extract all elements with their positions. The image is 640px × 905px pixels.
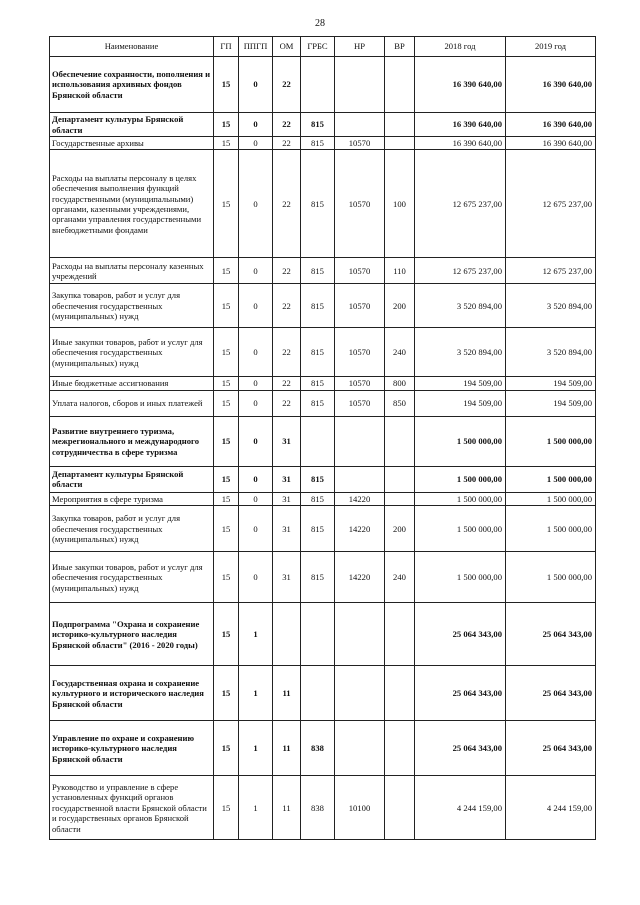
table-row	[50, 328, 596, 377]
cell-name: Закупка товаров, работ и услуг для обеспечения государственных (муниципальных) нужд	[50, 284, 214, 328]
cell-amount-2019: 1 500 000,00	[506, 416, 596, 466]
cell-nr	[335, 603, 385, 666]
table-row	[50, 284, 596, 328]
cell-gp: 15	[214, 666, 239, 721]
cell-vr	[385, 113, 415, 137]
cell-amount-2019: 16 390 640,00	[506, 113, 596, 137]
cell-amount-2019: 194 509,00	[506, 377, 596, 390]
cell-grbs: 815	[301, 552, 335, 603]
cell-amount-2018: 16 390 640,00	[415, 57, 506, 113]
cell-name: Мероприятия в сфере туризма	[50, 492, 214, 505]
cell-name: Департамент культуры Брянской области	[50, 466, 214, 492]
table-row	[50, 390, 596, 416]
cell-amount-2018: 25 064 343,00	[415, 603, 506, 666]
table-row	[50, 666, 596, 721]
cell-grbs: 815	[301, 284, 335, 328]
cell-name: Иные бюджетные ассигнования	[50, 377, 214, 390]
cell-gp: 15	[214, 150, 239, 258]
cell-gp: 15	[214, 776, 239, 840]
cell-amount-2019: 1 500 000,00	[506, 506, 596, 552]
cell-nr: 10570	[335, 137, 385, 150]
cell-om: 22	[273, 377, 301, 390]
cell-vr	[385, 666, 415, 721]
cell-vr: 200	[385, 506, 415, 552]
cell-vr	[385, 137, 415, 150]
cell-amount-2019: 3 520 894,00	[506, 328, 596, 377]
cell-vr	[385, 416, 415, 466]
cell-gp: 15	[214, 377, 239, 390]
cell-ppgp: 0	[239, 466, 273, 492]
header-nr: НР	[335, 37, 385, 57]
cell-nr: 10570	[335, 150, 385, 258]
cell-ppgp: 0	[239, 137, 273, 150]
cell-nr	[335, 721, 385, 776]
cell-name: Иные закупки товаров, работ и услуг для обеспечения государственных (муниципальных) нужд	[50, 552, 214, 603]
cell-amount-2018: 25 064 343,00	[415, 666, 506, 721]
cell-ppgp: 1	[239, 603, 273, 666]
cell-gp: 15	[214, 137, 239, 150]
cell-ppgp: 0	[239, 328, 273, 377]
cell-nr: 10570	[335, 390, 385, 416]
cell-name: Развитие внутреннего туризма, межрегионального и международного сотрудничества в сфере туризма	[50, 416, 214, 466]
cell-om: 31	[273, 492, 301, 505]
cell-nr: 10570	[335, 377, 385, 390]
table-row	[50, 721, 596, 776]
cell-grbs: 838	[301, 721, 335, 776]
cell-ppgp: 1	[239, 666, 273, 721]
header-row	[50, 37, 596, 57]
cell-name: Закупка товаров, работ и услуг для обеспечения государственных (муниципальных) нужд	[50, 506, 214, 552]
cell-gp: 15	[214, 552, 239, 603]
cell-vr	[385, 466, 415, 492]
cell-vr: 240	[385, 552, 415, 603]
table-row	[50, 776, 596, 840]
cell-amount-2018: 12 675 237,00	[415, 258, 506, 284]
cell-gp: 15	[214, 258, 239, 284]
cell-amount-2018: 194 509,00	[415, 390, 506, 416]
cell-name: Расходы на выплаты персоналу казенных учреждений	[50, 258, 214, 284]
cell-vr	[385, 492, 415, 505]
table-row	[50, 552, 596, 603]
table-row	[50, 506, 596, 552]
cell-nr	[335, 113, 385, 137]
cell-grbs: 815	[301, 377, 335, 390]
header-2018: 2018 год	[415, 37, 506, 57]
cell-ppgp: 0	[239, 416, 273, 466]
cell-grbs: 815	[301, 390, 335, 416]
cell-ppgp: 0	[239, 258, 273, 284]
cell-name: Расходы на выплаты персоналу в целях обеспечения выполнения функций государственными (муниципальными) органами, казенными учреждениями, органами управления государственными внебюджетными фондами	[50, 150, 214, 258]
header-om: ОМ	[273, 37, 301, 57]
header-grbs: ГРБС	[301, 37, 335, 57]
cell-amount-2018: 4 244 159,00	[415, 776, 506, 840]
cell-grbs	[301, 603, 335, 666]
cell-amount-2018: 12 675 237,00	[415, 150, 506, 258]
cell-amount-2018: 1 500 000,00	[415, 506, 506, 552]
cell-om: 22	[273, 150, 301, 258]
cell-gp: 15	[214, 113, 239, 137]
cell-om: 22	[273, 258, 301, 284]
cell-gp: 15	[214, 721, 239, 776]
cell-nr: 10570	[335, 284, 385, 328]
cell-ppgp: 0	[239, 113, 273, 137]
cell-om: 31	[273, 466, 301, 492]
cell-amount-2019: 3 520 894,00	[506, 284, 596, 328]
cell-amount-2019: 12 675 237,00	[506, 150, 596, 258]
table-row	[50, 150, 596, 258]
cell-name: Подпрограмма "Охрана и сохранение историко-культурного наследия Брянской области" (2016 - 2020 годы)	[50, 603, 214, 666]
cell-om: 11	[273, 666, 301, 721]
cell-name: Департамент культуры Брянской области	[50, 113, 214, 137]
cell-amount-2018: 194 509,00	[415, 377, 506, 390]
cell-vr: 240	[385, 328, 415, 377]
cell-grbs: 815	[301, 466, 335, 492]
cell-nr: 10570	[335, 258, 385, 284]
cell-nr	[335, 666, 385, 721]
cell-name: Управление по охране и сохранению историко-культурного наследия Брянской области	[50, 721, 214, 776]
cell-vr: 100	[385, 150, 415, 258]
cell-ppgp: 0	[239, 377, 273, 390]
cell-amount-2019: 1 500 000,00	[506, 492, 596, 505]
cell-vr: 800	[385, 377, 415, 390]
cell-name: Руководство и управление в сфере установленных функций органов государственной власти Брянской области и государственных органов Брянской области	[50, 776, 214, 840]
header-vr: ВР	[385, 37, 415, 57]
cell-om: 31	[273, 416, 301, 466]
cell-nr	[335, 416, 385, 466]
cell-om: 11	[273, 776, 301, 840]
cell-amount-2019: 25 064 343,00	[506, 603, 596, 666]
cell-grbs	[301, 57, 335, 113]
cell-gp: 15	[214, 284, 239, 328]
cell-grbs: 815	[301, 137, 335, 150]
cell-om: 22	[273, 328, 301, 377]
cell-amount-2019: 4 244 159,00	[506, 776, 596, 840]
cell-grbs: 815	[301, 113, 335, 137]
table-row	[50, 466, 596, 492]
cell-vr	[385, 603, 415, 666]
cell-amount-2018: 1 500 000,00	[415, 466, 506, 492]
cell-amount-2018: 3 520 894,00	[415, 328, 506, 377]
cell-ppgp: 1	[239, 721, 273, 776]
cell-amount-2019: 1 500 000,00	[506, 552, 596, 603]
header-ppgp: ППГП	[239, 37, 273, 57]
cell-vr	[385, 776, 415, 840]
table-row	[50, 57, 596, 113]
cell-ppgp: 0	[239, 57, 273, 113]
cell-gp: 15	[214, 328, 239, 377]
cell-gp: 15	[214, 506, 239, 552]
cell-amount-2018: 1 500 000,00	[415, 416, 506, 466]
cell-nr: 10570	[335, 328, 385, 377]
cell-amount-2018: 1 500 000,00	[415, 492, 506, 505]
cell-vr: 850	[385, 390, 415, 416]
cell-amount-2018: 25 064 343,00	[415, 721, 506, 776]
cell-nr: 14220	[335, 492, 385, 505]
cell-nr: 10100	[335, 776, 385, 840]
table-row	[50, 113, 596, 137]
header-gp: ГП	[214, 37, 239, 57]
cell-amount-2018: 1 500 000,00	[415, 552, 506, 603]
cell-ppgp: 0	[239, 390, 273, 416]
table-row	[50, 492, 596, 505]
cell-nr	[335, 466, 385, 492]
cell-grbs: 815	[301, 506, 335, 552]
header-name: Наименование	[50, 37, 214, 57]
cell-ppgp: 0	[239, 284, 273, 328]
budget-table	[49, 36, 596, 840]
cell-om: 22	[273, 113, 301, 137]
cell-grbs	[301, 666, 335, 721]
cell-grbs: 815	[301, 328, 335, 377]
cell-ppgp: 0	[239, 150, 273, 258]
table-row	[50, 137, 596, 150]
cell-grbs: 815	[301, 258, 335, 284]
cell-vr: 200	[385, 284, 415, 328]
cell-ppgp: 1	[239, 776, 273, 840]
table-row	[50, 603, 596, 666]
cell-ppgp: 0	[239, 492, 273, 505]
cell-amount-2019: 25 064 343,00	[506, 666, 596, 721]
cell-om: 31	[273, 552, 301, 603]
cell-nr: 14220	[335, 552, 385, 603]
table-row	[50, 258, 596, 284]
cell-vr	[385, 57, 415, 113]
cell-amount-2019: 16 390 640,00	[506, 57, 596, 113]
cell-name: Государственная охрана и сохранение культурного и исторического наследия Брянской области	[50, 666, 214, 721]
cell-nr: 14220	[335, 506, 385, 552]
cell-gp: 15	[214, 416, 239, 466]
cell-name: Государственные архивы	[50, 137, 214, 150]
cell-nr	[335, 57, 385, 113]
cell-grbs	[301, 416, 335, 466]
cell-grbs: 815	[301, 150, 335, 258]
cell-amount-2019: 25 064 343,00	[506, 721, 596, 776]
cell-name: Обеспечение сохранности, пополнения и использования архивных фондов Брянской области	[50, 57, 214, 113]
cell-gp: 15	[214, 57, 239, 113]
cell-amount-2019: 16 390 640,00	[506, 137, 596, 150]
cell-om: 22	[273, 284, 301, 328]
cell-grbs: 815	[301, 492, 335, 505]
cell-om: 31	[273, 506, 301, 552]
cell-gp: 15	[214, 603, 239, 666]
cell-ppgp: 0	[239, 506, 273, 552]
cell-grbs: 838	[301, 776, 335, 840]
cell-gp: 15	[214, 390, 239, 416]
cell-om: 22	[273, 57, 301, 113]
cell-amount-2019: 12 675 237,00	[506, 258, 596, 284]
cell-vr: 110	[385, 258, 415, 284]
cell-om: 11	[273, 721, 301, 776]
cell-amount-2018: 16 390 640,00	[415, 137, 506, 150]
cell-name: Иные закупки товаров, работ и услуг для обеспечения государственных (муниципальных) нужд	[50, 328, 214, 377]
page-number: 28	[315, 18, 325, 29]
cell-name: Уплата налогов, сборов и иных платежей	[50, 390, 214, 416]
cell-gp: 15	[214, 466, 239, 492]
cell-ppgp: 0	[239, 552, 273, 603]
cell-vr	[385, 721, 415, 776]
table-row	[50, 416, 596, 466]
header-2019: 2019 год	[506, 37, 596, 57]
cell-om: 22	[273, 137, 301, 150]
cell-om	[273, 603, 301, 666]
cell-gp: 15	[214, 492, 239, 505]
cell-amount-2019: 194 509,00	[506, 390, 596, 416]
table-row	[50, 377, 596, 390]
cell-amount-2018: 3 520 894,00	[415, 284, 506, 328]
cell-amount-2018: 16 390 640,00	[415, 113, 506, 137]
cell-om: 22	[273, 390, 301, 416]
cell-amount-2019: 1 500 000,00	[506, 466, 596, 492]
